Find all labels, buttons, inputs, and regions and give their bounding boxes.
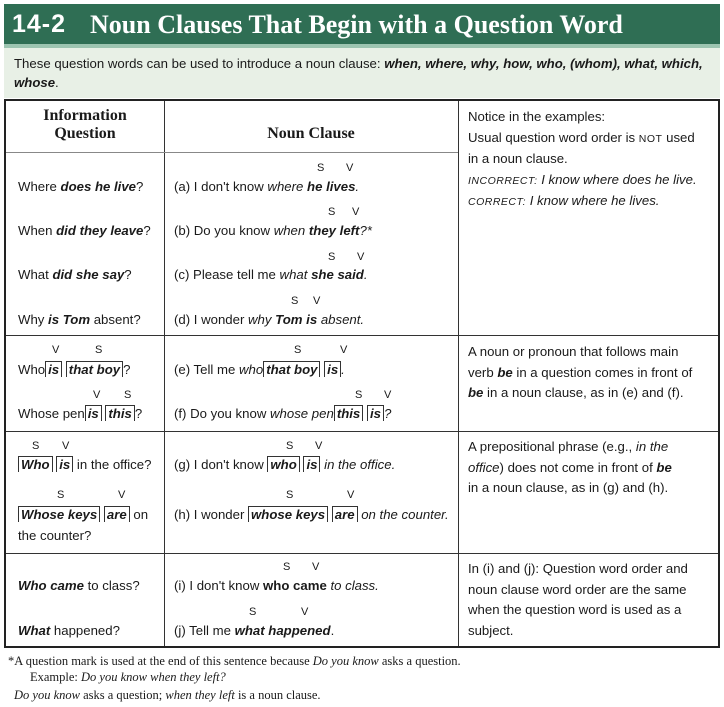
question-whose-pen: Whose pen is this ? bbox=[18, 406, 143, 421]
intro-text: These question words can be used to introduce a noun clause: when, where, why, how, who, (whom), what, which, whose. bbox=[14, 56, 703, 90]
footnote-line-1: *A question mark is used at the end of this sentence because Do you know asks a question. bbox=[8, 654, 461, 668]
subject-marker: S bbox=[286, 440, 294, 452]
subject-marker: S bbox=[328, 251, 336, 263]
verb-marker: V bbox=[52, 344, 60, 356]
question-who-came: Who came to class? bbox=[18, 578, 140, 593]
subject-marker: S bbox=[355, 389, 363, 401]
verb-marker: V bbox=[313, 295, 321, 307]
chart-title: Noun Clauses That Begin with a Question Word bbox=[90, 10, 623, 39]
subject-marker: S bbox=[95, 344, 103, 356]
subject-marker: S bbox=[283, 561, 291, 573]
verb-marker: V bbox=[118, 489, 126, 501]
question-whose-keys-line2: the counter? bbox=[18, 528, 92, 543]
question-why: Why is Tom absent? bbox=[18, 312, 141, 327]
subject-marker: S bbox=[124, 389, 132, 401]
example-e: (e) Tell me who that boy is . bbox=[174, 362, 345, 377]
subject-marker: S bbox=[294, 344, 302, 356]
verb-marker: V bbox=[315, 440, 323, 452]
verb-marker: V bbox=[301, 606, 309, 618]
question-what: What did she say? bbox=[18, 267, 132, 282]
note-prepositional-phrase: A prepositional phrase (e.g., in the office) does not come in front of be in a noun clause, as in (g) and (h). bbox=[468, 439, 672, 495]
question-when: When did they leave? bbox=[18, 223, 151, 238]
verb-marker: V bbox=[346, 162, 354, 174]
subject-marker: S bbox=[328, 206, 336, 218]
question-who-is-in-office: Who is in the office? bbox=[18, 457, 151, 473]
question-whose-keys: Whose keys are on bbox=[18, 507, 148, 523]
example-c: (c) Please tell me what she said. bbox=[174, 267, 368, 282]
verb-marker: V bbox=[357, 251, 365, 263]
verb-marker: V bbox=[340, 344, 348, 356]
header-divider bbox=[6, 152, 458, 153]
example-i: (i) I don't know who came to class. bbox=[174, 578, 379, 593]
example-d: (d) I wonder why Tom is absent. bbox=[174, 312, 365, 327]
note-noun-follows-be: A noun or pronoun that follows main verb be in a question comes in front of be in a noun clause, as in (e) and (f). bbox=[468, 344, 693, 400]
row-divider bbox=[6, 553, 718, 554]
verb-marker: V bbox=[312, 561, 320, 573]
chart-number: 14-2 bbox=[12, 10, 67, 38]
question-what-happened: What happened? bbox=[18, 623, 120, 638]
verb-marker: V bbox=[384, 389, 392, 401]
example-a: (a) I don't know where he lives. bbox=[174, 179, 360, 194]
example-j: (j) Tell me what happened. bbox=[174, 623, 335, 638]
example-g: (g) I don't know who is in the office. bbox=[174, 457, 396, 472]
column-divider bbox=[458, 101, 459, 646]
verb-marker: V bbox=[62, 440, 70, 452]
subject-marker: S bbox=[286, 489, 294, 501]
column-divider bbox=[164, 101, 165, 646]
grammar-table bbox=[4, 99, 720, 648]
question-words: when, where, why, how, who, (whom), what, which, whose bbox=[14, 56, 703, 90]
subject-marker: S bbox=[317, 162, 325, 174]
question-where: Where does he live? bbox=[18, 179, 144, 194]
footnote-example: Example: Do you know when they left? bbox=[30, 670, 226, 684]
example-h: (h) I wonder whose keys are on the counter. bbox=[174, 507, 449, 522]
header-information-question: Information Question bbox=[43, 107, 127, 142]
subject-marker: S bbox=[57, 489, 65, 501]
verb-marker: V bbox=[347, 489, 355, 501]
note-question-word-subject: In (i) and (j): Question word order and noun clause word order are the same when the question word is used as a subject. bbox=[468, 561, 688, 638]
subject-marker: S bbox=[291, 295, 299, 307]
row-divider bbox=[6, 431, 718, 432]
subject-marker: S bbox=[249, 606, 257, 618]
example-f: (f) Do you know whose pen this is ? bbox=[174, 406, 392, 421]
header-noun-clause: Noun Clause bbox=[267, 125, 355, 142]
intro-box bbox=[4, 47, 720, 98]
subject-marker: S bbox=[32, 440, 40, 452]
note-word-order: Notice in the examples: Usual question word order is NOT used in a noun clause. INCORRECT: I know where does he live. CORRECT: I know where he lives. bbox=[468, 109, 697, 208]
chart-banner bbox=[4, 4, 720, 47]
footnote-line-3: Do you know asks a question; when they left is a noun clause. bbox=[14, 688, 321, 702]
row-divider bbox=[6, 335, 718, 336]
example-b: (b) Do you know when they left?* bbox=[174, 223, 372, 238]
verb-marker: V bbox=[93, 389, 101, 401]
verb-marker: V bbox=[352, 206, 360, 218]
question-who-is-that-boy: Who is that boy ? bbox=[18, 362, 131, 377]
